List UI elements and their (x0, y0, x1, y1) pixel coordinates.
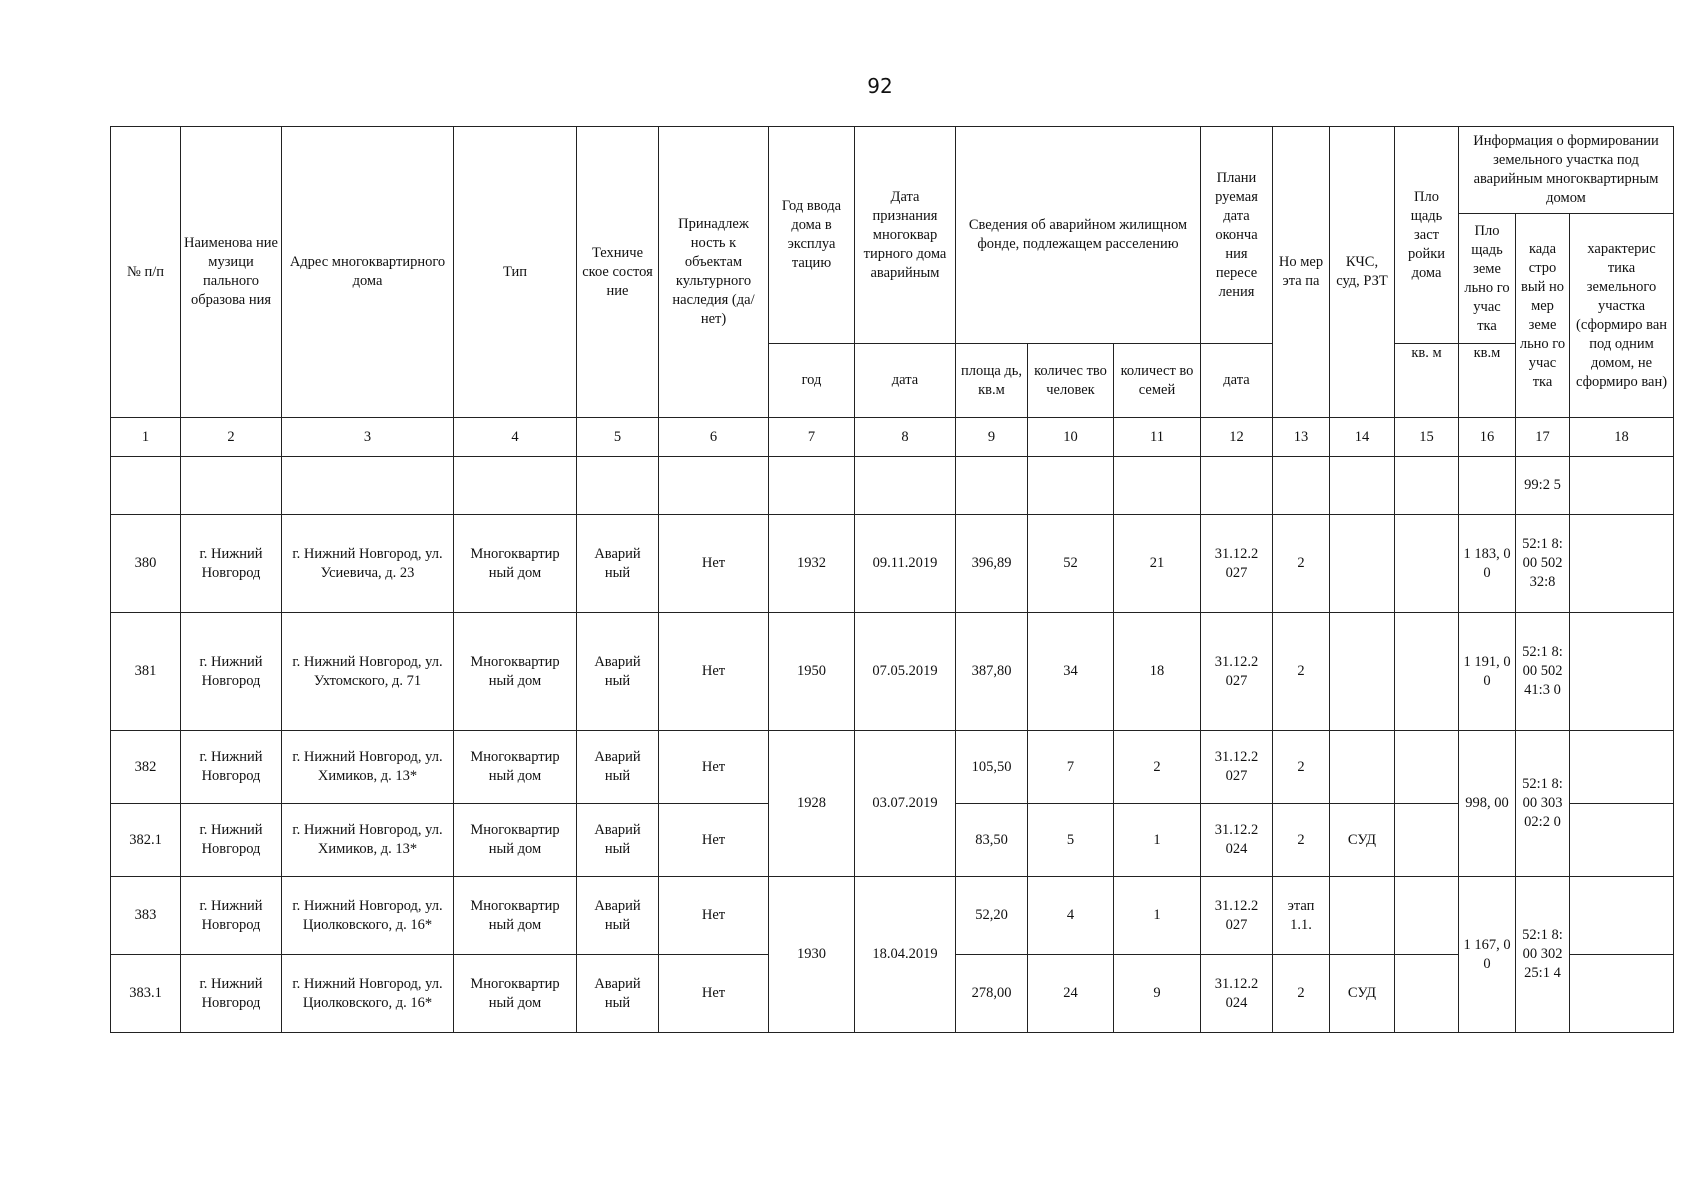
header-land-characteristic: характерис тика земельного участка (сформиро ван под одним домом, не сформиро ван) (1570, 214, 1674, 418)
subheader-people: количес тво человек (1028, 344, 1114, 418)
land-characteristic (1570, 955, 1674, 1033)
cadastral-number: 99:2 5 (1516, 457, 1570, 515)
header-heritage: Принадлеж ность к объектам культурного наследия (да/нет) (659, 127, 769, 418)
families-count: 2 (1114, 731, 1201, 804)
subheader-building-area-unit: кв. м (1395, 344, 1459, 418)
stage: этап 1.1. (1273, 877, 1330, 955)
heritage: Нет (659, 515, 769, 613)
building-area (1395, 955, 1459, 1033)
planned-date: 31.12.2 027 (1201, 731, 1273, 804)
house-type: Многоквартир ный дом (454, 955, 577, 1033)
land-characteristic (1570, 515, 1674, 613)
municipality: г. Нижний Новгород (181, 877, 282, 955)
column-number: 10 (1028, 418, 1114, 457)
table-row (111, 613, 1674, 731)
tech-state: Аварий ный (577, 731, 659, 804)
building-area (1395, 515, 1459, 613)
planned-date: 31.12.2 024 (1201, 955, 1273, 1033)
column-number: 17 (1516, 418, 1570, 457)
tech-state: Аварий ный (577, 955, 659, 1033)
land-characteristic (1570, 731, 1674, 804)
recognition-date: 18.04.2019 (855, 877, 956, 1033)
area: 278,00 (956, 955, 1028, 1033)
header-municipality: Наименова ние музици пального образова ния (181, 127, 282, 418)
municipality: г. Нижний Новгород (181, 731, 282, 804)
planned-date: 31.12.2 027 (1201, 877, 1273, 955)
people-count: 7 (1028, 731, 1114, 804)
land-characteristic (1570, 613, 1674, 731)
heritage: Нет (659, 613, 769, 731)
kchs: СУД (1330, 804, 1395, 877)
land-area: 1 167, 00 (1459, 877, 1516, 1033)
people-count: 5 (1028, 804, 1114, 877)
commission-year: 1930 (769, 877, 855, 1033)
table-row (111, 877, 1674, 955)
cadastral-number: 52:1 8:00 303 02:2 0 (1516, 731, 1570, 877)
table-row (111, 515, 1674, 613)
land-characteristic (1570, 804, 1674, 877)
header-building-area: Пло щадь заст ройки дома (1395, 127, 1459, 344)
subheader-families: количест во семей (1114, 344, 1201, 418)
house-type: Многоквартир ный дом (454, 613, 577, 731)
header-land-info-group: Информация о формировании земельного участка под аварийным многоквартирным домом (1459, 127, 1674, 214)
families-count: 1 (1114, 877, 1201, 955)
commission-year: 1950 (769, 613, 855, 731)
header-land-area: Пло щадь земе льно го учас тка (1459, 214, 1516, 344)
address: г. Нижний Новгород, ул. Ухтомского, д. 71 (282, 613, 454, 731)
column-number-row (111, 418, 1674, 457)
column-number: 12 (1201, 418, 1273, 457)
planned-date: 31.12.2 024 (1201, 804, 1273, 877)
families-count: 18 (1114, 613, 1201, 731)
column-number: 3 (282, 418, 454, 457)
heritage: Нет (659, 955, 769, 1033)
column-number: 9 (956, 418, 1028, 457)
house-type: Многоквартир ный дом (454, 804, 577, 877)
families-count: 1 (1114, 804, 1201, 877)
building-area (1395, 877, 1459, 955)
column-number: 11 (1114, 418, 1201, 457)
recognition-date: 09.11.2019 (855, 515, 956, 613)
stage: 2 (1273, 955, 1330, 1033)
subheader-year: год (769, 344, 855, 418)
area: 83,50 (956, 804, 1028, 877)
row-number: 383.1 (111, 955, 181, 1033)
area: 387,80 (956, 613, 1028, 731)
kchs (1330, 731, 1395, 804)
stage: 2 (1273, 515, 1330, 613)
stage: 2 (1273, 731, 1330, 804)
house-type: Многоквартир ный дом (454, 731, 577, 804)
table-row (111, 731, 1674, 804)
area: 396,89 (956, 515, 1028, 613)
municipality: г. Нижний Новгород (181, 804, 282, 877)
address: г. Нижний Новгород, ул. Циолковского, д. 16* (282, 955, 454, 1033)
column-number: 18 (1570, 418, 1674, 457)
cadastral-number: 52:1 8:00 302 25:1 4 (1516, 877, 1570, 1033)
people-count: 24 (1028, 955, 1114, 1033)
tech-state: Аварий ный (577, 613, 659, 731)
kchs (1330, 613, 1395, 731)
column-number: 7 (769, 418, 855, 457)
heritage: Нет (659, 731, 769, 804)
column-number: 14 (1330, 418, 1395, 457)
land-area: 998, 00 (1459, 731, 1516, 877)
planned-date: 31.12.2 027 (1201, 613, 1273, 731)
header-kchs: КЧС, суд, РЗТ (1330, 127, 1395, 418)
commission-year: 1932 (769, 515, 855, 613)
recognition-date: 07.05.2019 (855, 613, 956, 731)
tech-state: Аварий ный (577, 515, 659, 613)
header-tech-state: Техниче ское состоя ние (577, 127, 659, 418)
land-characteristic (1570, 877, 1674, 955)
heritage: Нет (659, 804, 769, 877)
municipality: г. Нижний Новгород (181, 515, 282, 613)
recognition-date: 03.07.2019 (855, 731, 956, 877)
families-count: 9 (1114, 955, 1201, 1033)
header-npp: № п/п (111, 127, 181, 418)
address: г. Нижний Новгород, ул. Химиков, д. 13* (282, 804, 454, 877)
area: 105,50 (956, 731, 1028, 804)
cadastral-number: 52:1 8:00 502 41:3 0 (1516, 613, 1570, 731)
column-number: 2 (181, 418, 282, 457)
stage: 2 (1273, 804, 1330, 877)
address: г. Нижний Новгород, ул. Усиевича, д. 23 (282, 515, 454, 613)
table-row-carry-over (111, 457, 1674, 515)
row-number: 382 (111, 731, 181, 804)
house-type: Многоквартир ный дом (454, 877, 577, 955)
header-stage: Но мер эта па (1273, 127, 1330, 418)
page-number: 92 (867, 74, 893, 98)
house-type: Многоквартир ный дом (454, 515, 577, 613)
column-number: 5 (577, 418, 659, 457)
land-area: 1 183, 00 (1459, 515, 1516, 613)
subheader-land-area-unit: кв.м (1459, 344, 1516, 418)
people-count: 52 (1028, 515, 1114, 613)
subheader-area: площа дь, кв.м (956, 344, 1028, 418)
column-number: 15 (1395, 418, 1459, 457)
building-area (1395, 613, 1459, 731)
tech-state: Аварий ный (577, 877, 659, 955)
column-number: 6 (659, 418, 769, 457)
address: г. Нижний Новгород, ул. Химиков, д. 13* (282, 731, 454, 804)
kchs (1330, 515, 1395, 613)
people-count: 4 (1028, 877, 1114, 955)
kchs: СУД (1330, 955, 1395, 1033)
row-number: 382.1 (111, 804, 181, 877)
column-number: 8 (855, 418, 956, 457)
land-area: 1 191, 00 (1459, 613, 1516, 731)
planned-date: 31.12.2 027 (1201, 515, 1273, 613)
tech-state: Аварий ный (577, 804, 659, 877)
row-number: 383 (111, 877, 181, 955)
kchs (1330, 877, 1395, 955)
column-number: 1 (111, 418, 181, 457)
building-area (1395, 731, 1459, 804)
header-cadastral-number: када стро вый но мер земе льно го учас тка (1516, 214, 1570, 418)
commission-year: 1928 (769, 731, 855, 877)
subheader-date: дата (855, 344, 956, 418)
subheader-plan-date: дата (1201, 344, 1273, 418)
building-area (1395, 804, 1459, 877)
people-count: 34 (1028, 613, 1114, 731)
column-number: 13 (1273, 418, 1330, 457)
emergency-housing-table (110, 126, 1674, 1033)
header-resettlement-group: Сведения об аварийном жилищном фонде, подлежащем расселению (956, 127, 1201, 344)
municipality: г. Нижний Новгород (181, 955, 282, 1033)
address: г. Нижний Новгород, ул. Циолковского, д. 16* (282, 877, 454, 955)
header-address: Адрес многоквартирного дома (282, 127, 454, 418)
header-year: Год ввода дома в эксплуа тацию (769, 127, 855, 344)
municipality: г. Нижний Новгород (181, 613, 282, 731)
families-count: 21 (1114, 515, 1201, 613)
row-number: 380 (111, 515, 181, 613)
cadastral-number: 52:1 8:00 502 32:8 (1516, 515, 1570, 613)
area: 52,20 (956, 877, 1028, 955)
heritage: Нет (659, 877, 769, 955)
header-type: Тип (454, 127, 577, 418)
row-number: 381 (111, 613, 181, 731)
header-recognition-date: Дата признания многоквар тирного дома аварийным (855, 127, 956, 344)
stage: 2 (1273, 613, 1330, 731)
column-number: 16 (1459, 418, 1516, 457)
header-planned-date: Плани руемая дата оконча ния пересе ления (1201, 127, 1273, 344)
column-number: 4 (454, 418, 577, 457)
